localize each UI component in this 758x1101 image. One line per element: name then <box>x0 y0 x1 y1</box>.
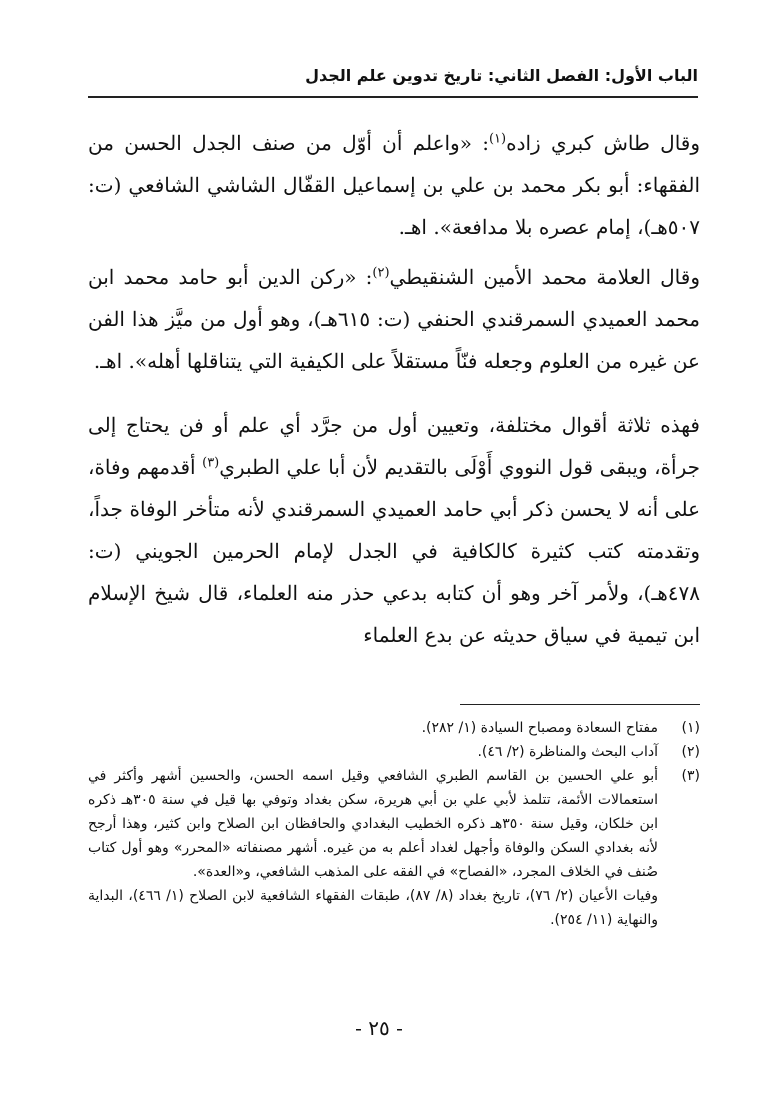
paragraph-2-text-before-ref: وقال العلامة محمد الأمين الشنقيطي <box>389 265 700 289</box>
paragraph-1 <box>88 122 700 248</box>
running-header: الباب الأول: الفصل الثاني: تاريخ تدوين علم الجدل <box>305 66 698 85</box>
paragraph-2 <box>88 256 700 382</box>
footnote-2-number: (٢) <box>681 744 700 760</box>
footnote-3-text: أبو علي الحسين بن القاسم الطبري الشافعي وقيل اسمه الحسن، والحسين أشهر وأكثر في استعمالات الأئمة، تتلمذ لأبي علي بن أبي هريرة، سكن بغداد وتوفي بها قيل في سنة ٣٠٥هـ ذكره ابن خلكان، وقيل سنة ٣٥٠هـ ذكره الخطيب البغدادي والحافظان ابن الصلاح وابن كثير، وهذا أرجح لأنه بغدادي السكن والوفاة وأجهل لغداد أعلم به من غيره. أشهر مصنفاته «المحرر» وهو أول كتاب صُنف في الخلاف المجرد، «الفصاح» في الفقه على المذهب الشافعي، و«العدة». <box>88 768 658 880</box>
footnote-2 <box>88 740 700 764</box>
main-text <box>88 122 700 656</box>
paragraph-1-text-after-ref: : «واعلم أن أوّل من صنف الجدل الحسن من الفقهاء: أبو بكر محمد بن علي بن إسماعيل القفّال الشاشي الشافعي (ت: ٥٠٧هـ)، إمام عصره بلا مدافعة». اهـ. <box>88 131 700 239</box>
footnote-ref-2: (٢) <box>372 265 390 281</box>
paragraph-2-text-after-ref: : «ركن الدين أبو حامد محمد ابن محمد العميدي السمرقندي الحنفي (ت: ٦١٥هـ)، وهو أول من ميَّز هذا الفن عن غيره من العلوم وجعله فنّاً مستقلاً على الكيفية التي يتناقلها أهله». اهـ. <box>88 265 701 373</box>
footnote-ref-3: (٣) <box>202 455 220 471</box>
footnote-3 <box>88 764 700 932</box>
header-rule <box>88 96 698 98</box>
footnote-separator <box>460 704 700 705</box>
page-number: - ٢٥ - <box>355 1016 403 1040</box>
footnote-1-number: (١) <box>681 720 700 736</box>
paragraph-3 <box>88 404 700 656</box>
footnote-1 <box>88 716 700 740</box>
footnote-2-text: آداب البحث والمناظرة (٢/ ٤٦). <box>477 744 658 760</box>
paragraph-3-text-after-ref: أقدمهم وفاة، على أنه لا يحسن ذكر أبي حامد العميدي السمرقندي لأنه متأخر الوفاة جداً، وتقدمته كتب كثيرة كالكافية في الجدل لإمام الحرمين الجويني (ت: ٤٧٨هـ)، ولأمر آخر وهو أن كتابه بدعي حذر منه العلماء، قال شيخ الإسلام ابن تيمية في سياق حديثه عن بدع العلماء <box>88 455 700 647</box>
paragraph-1-text-before-ref: وقال طاش كبري زاده <box>506 131 701 155</box>
footnotes <box>88 716 700 932</box>
footnote-3-sources: وفيات الأعيان (٢/ ٧٦)، تاريخ بغداد (٨/ ٨٧)، طبقات الفقهاء الشافعية لابن الصلاح (١/ ٤٦٦)، البداية والنهاية (١١/ ٢٥٤). <box>88 888 659 928</box>
footnote-ref-1: (١) <box>488 131 507 147</box>
paragraph-3-text-before-ref: فهذه ثلاثة أقوال مختلفة، وتعيين أول من جرَّد أي علم أو فن يحتاج إلى جرأة، ويبقى قول النووي أَوْلَى بالتقديم لأن أبا علي الطبري <box>88 413 700 479</box>
footnote-3-number: (٣) <box>681 768 700 784</box>
footnote-1-text: مفتاح السعادة ومصباح السيادة (١/ ٢٨٢). <box>421 720 658 736</box>
